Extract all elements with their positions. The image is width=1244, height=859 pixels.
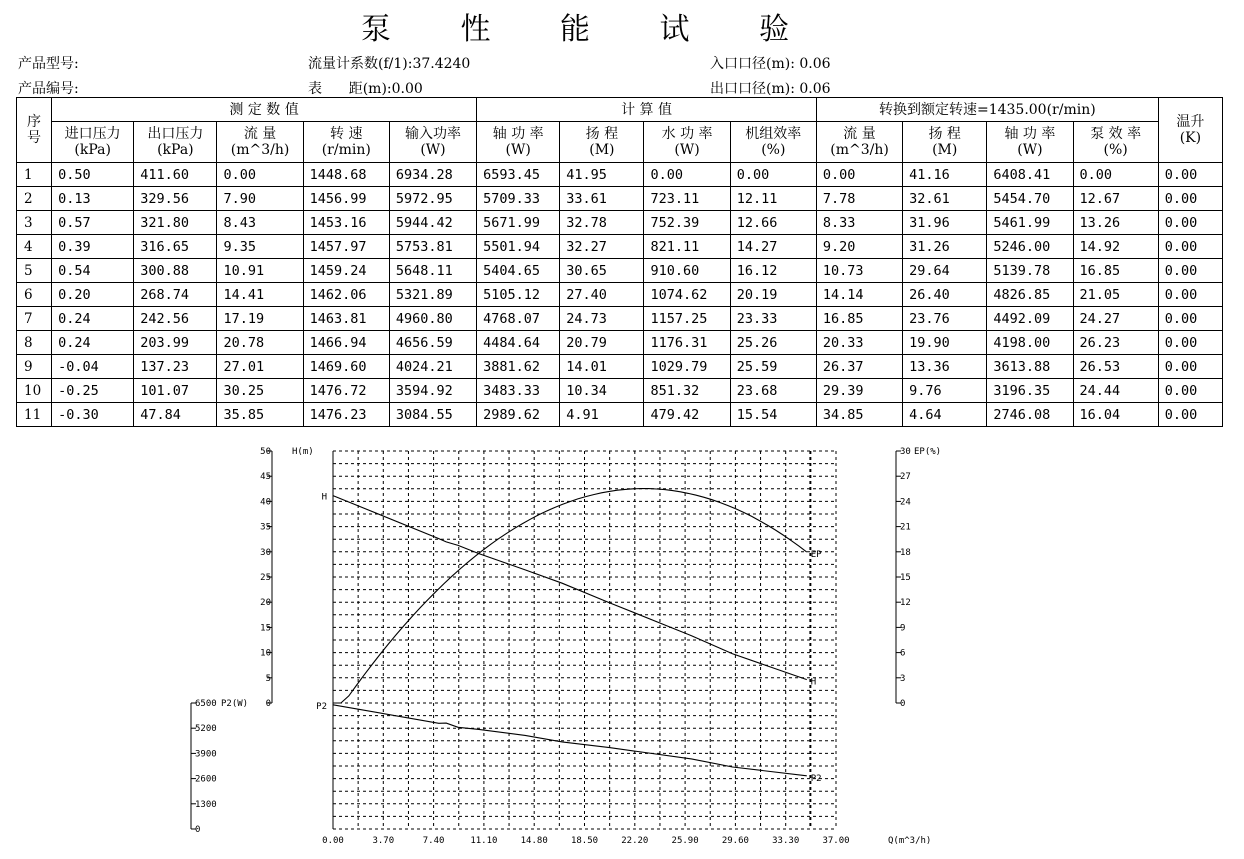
ep-axis-tick-label: 30	[900, 447, 911, 457]
h-axis-tick-label: 45	[260, 472, 271, 483]
table-cell: 23.68	[730, 379, 816, 403]
table-row	[17, 403, 1223, 427]
series-label-ep-end: EP	[810, 550, 822, 561]
series-label-h-start: H	[321, 492, 327, 503]
table-cell: 29.64	[903, 259, 987, 283]
table-cell: 17.19	[217, 307, 303, 331]
table-cell: 3613.88	[987, 355, 1073, 379]
table-cell: 0.00	[1158, 211, 1222, 235]
table-cell: 10	[17, 379, 52, 403]
table-cell: 16.04	[1073, 403, 1158, 427]
table-cell: 0.00	[1158, 355, 1222, 379]
table-cell: 1453.16	[303, 211, 389, 235]
x-axis-tick-label: 25.90	[671, 836, 699, 846]
column-header: 扬 程 (M)	[560, 122, 644, 163]
table-cell: 13.36	[903, 355, 987, 379]
table-cell: 9.35	[217, 235, 303, 259]
table-cell: 27.01	[217, 355, 303, 379]
x-axis-tick-label: 7.40	[422, 836, 445, 846]
ep-axis-tick-label: 3	[900, 673, 906, 684]
table-cell: 26.37	[816, 355, 902, 379]
column-header: 流 量 (m^3/h)	[217, 122, 303, 163]
table-cell: 19.90	[903, 331, 987, 355]
table-cell: 3483.33	[477, 379, 560, 403]
table-cell: 20.79	[560, 331, 644, 355]
table-row	[17, 331, 1223, 355]
temp-rise-header: 温升 (K)	[1158, 98, 1222, 163]
table-cell: 411.60	[134, 163, 217, 187]
x-axis-tick-label: 33.30	[772, 836, 800, 846]
p2-axis-tick-label: 0	[195, 825, 201, 835]
table-cell: 20.78	[217, 331, 303, 355]
table-cell: 2	[17, 187, 52, 211]
h-axis-tick-label: 30	[260, 547, 271, 558]
table-cell: 14.01	[560, 355, 644, 379]
table-cell: 5709.33	[477, 187, 560, 211]
column-header: 水 功 率 (W)	[644, 122, 730, 163]
table-cell: 6	[17, 283, 52, 307]
table-cell: 5648.11	[389, 259, 476, 283]
table-cell: 1469.60	[303, 355, 389, 379]
table-cell: 7.78	[816, 187, 902, 211]
table-cell: 10.91	[217, 259, 303, 283]
table-cell: 4768.07	[477, 307, 560, 331]
table-cell: 4.91	[560, 403, 644, 427]
p2-axis-tick-label: 1300	[195, 799, 217, 810]
table-cell: 821.11	[644, 235, 730, 259]
table-cell: 30.65	[560, 259, 644, 283]
table-cell: 1448.68	[303, 163, 389, 187]
table-cell: 26.23	[1073, 331, 1158, 355]
table-cell: 9.76	[903, 379, 987, 403]
table-cell: 0.39	[52, 235, 134, 259]
x-axis-tick-label: 14.80	[520, 836, 548, 846]
table-cell: 0.00	[1158, 379, 1222, 403]
table-cell: 26.53	[1073, 355, 1158, 379]
table-cell: 2746.08	[987, 403, 1073, 427]
table-cell: 2989.62	[477, 403, 560, 427]
measured-group-header: 测 定 数 值	[52, 98, 477, 122]
table-cell: 1476.72	[303, 379, 389, 403]
table-cell: 723.11	[644, 187, 730, 211]
table-row	[17, 307, 1223, 331]
table-cell: 14.92	[1073, 235, 1158, 259]
product-serial-label: 产品编号:	[18, 81, 79, 97]
calculated-group-header: 计 算 值	[477, 98, 817, 122]
page-title: 泵 性 能 试 验	[360, 12, 820, 47]
table-cell: 137.23	[134, 355, 217, 379]
table-cell: 316.65	[134, 235, 217, 259]
table-cell: 1029.79	[644, 355, 730, 379]
table-cell: -0.04	[52, 355, 134, 379]
table-cell: 24.44	[1073, 379, 1158, 403]
x-axis-tick-label: 3.70	[372, 836, 395, 846]
table-cell: 16.12	[730, 259, 816, 283]
table-cell: 1459.24	[303, 259, 389, 283]
table-cell: 21.05	[1073, 283, 1158, 307]
h-axis-tick-label: 20	[260, 598, 271, 609]
table-cell: 33.61	[560, 187, 644, 211]
table-cell: 31.96	[903, 211, 987, 235]
table-cell: 32.78	[560, 211, 644, 235]
table-cell: 20.33	[816, 331, 902, 355]
table-cell: 1176.31	[644, 331, 730, 355]
table-cell: 4492.09	[987, 307, 1073, 331]
table-cell: 0.57	[52, 211, 134, 235]
table-cell: 30.25	[217, 379, 303, 403]
table-cell: 0.20	[52, 283, 134, 307]
table-cell: -0.25	[52, 379, 134, 403]
table-cell: 0.00	[1158, 331, 1222, 355]
table-row	[17, 259, 1223, 283]
table-cell: 5321.89	[389, 283, 476, 307]
table-cell: 752.39	[644, 211, 730, 235]
column-header: 轴 功 率 (W)	[987, 122, 1073, 163]
table-cell: 910.60	[644, 259, 730, 283]
table-cell: 0.00	[730, 163, 816, 187]
p2-axis-tick-label: 5200	[195, 724, 217, 735]
table-cell: 0.54	[52, 259, 134, 283]
table-cell: 5461.99	[987, 211, 1073, 235]
meter-distance: 表 距(m):0.00	[308, 81, 423, 97]
table-cell: 242.56	[134, 307, 217, 331]
table-cell: 41.16	[903, 163, 987, 187]
p2-axis-label: P2(W)	[221, 699, 249, 709]
table-cell: 5246.00	[987, 235, 1073, 259]
table-cell: 5944.42	[389, 211, 476, 235]
table-cell: 1456.99	[303, 187, 389, 211]
table-cell: 34.85	[816, 403, 902, 427]
column-header: 泵 效 率 (%)	[1073, 122, 1158, 163]
column-header: 扬 程 (M)	[903, 122, 987, 163]
table-cell: 12.11	[730, 187, 816, 211]
table-cell: 0.00	[1158, 187, 1222, 211]
table-cell: 4.64	[903, 403, 987, 427]
h-axis-tick-label: 35	[260, 522, 271, 533]
table-cell: 1466.94	[303, 331, 389, 355]
table-cell: 12.66	[730, 211, 816, 235]
x-axis-tick-label: 0.00	[322, 836, 344, 846]
table-cell: 1157.25	[644, 307, 730, 331]
x-axis-tick-label: 11.10	[470, 836, 498, 846]
table-row	[17, 211, 1223, 235]
ep-axis-tick-label: 15	[900, 573, 911, 583]
ep-axis-tick-label: 21	[900, 522, 911, 533]
table-cell: 0.24	[52, 331, 134, 355]
table-cell: 4	[17, 235, 52, 259]
table-row	[17, 235, 1223, 259]
table-cell: 3881.62	[477, 355, 560, 379]
table-cell: 32.27	[560, 235, 644, 259]
p2-axis-tick-label: 2600	[195, 774, 217, 785]
table-cell: 14.14	[816, 283, 902, 307]
table-cell: 16.85	[1073, 259, 1158, 283]
table-cell: 1457.97	[303, 235, 389, 259]
table-cell: 4024.21	[389, 355, 476, 379]
table-cell: 13.26	[1073, 211, 1158, 235]
column-header: 输入功率 (W)	[389, 122, 476, 163]
ep-axis-tick-label: 12	[900, 598, 911, 609]
table-cell: 29.39	[816, 379, 902, 403]
ep-axis-tick-label: 6	[900, 648, 906, 659]
table-cell: 12.67	[1073, 187, 1158, 211]
x-axis-label: Q(m^3/h)	[888, 836, 932, 846]
h-axis-tick-label: 0	[265, 699, 271, 709]
table-cell: 3196.35	[987, 379, 1073, 403]
table-cell: 23.76	[903, 307, 987, 331]
table-cell: 23.33	[730, 307, 816, 331]
inlet-diameter: 入口口径(m): 0.06	[710, 56, 831, 72]
column-header: 出口压力 (kPa)	[134, 122, 217, 163]
table-cell: 11	[17, 403, 52, 427]
table-cell: 0.00	[1158, 235, 1222, 259]
table-cell: 0.00	[644, 163, 730, 187]
table-cell: 5671.99	[477, 211, 560, 235]
h-axis-tick-label: 50	[260, 447, 271, 457]
table-cell: 6408.41	[987, 163, 1073, 187]
x-axis-tick-label: 37.00	[822, 836, 850, 846]
table-cell: 24.73	[560, 307, 644, 331]
table-cell: 15.54	[730, 403, 816, 427]
table-cell: 32.61	[903, 187, 987, 211]
column-header: 进口压力 (kPa)	[52, 122, 134, 163]
table-cell: 3	[17, 211, 52, 235]
table-cell: 1074.62	[644, 283, 730, 307]
table-cell: 0.00	[217, 163, 303, 187]
converted-group-header: 转换到额定转速=1435.00(r/min)	[816, 98, 1158, 122]
table-cell: 0.00	[816, 163, 902, 187]
series-label-h-end: H	[810, 677, 817, 688]
table-cell: 5753.81	[389, 235, 476, 259]
table-cell: 4198.00	[987, 331, 1073, 355]
table-row	[17, 379, 1223, 403]
table-cell: 24.27	[1073, 307, 1158, 331]
table-row	[17, 283, 1223, 307]
table-cell: 25.26	[730, 331, 816, 355]
table-cell: 0.00	[1158, 307, 1222, 331]
table-cell: 5972.95	[389, 187, 476, 211]
x-axis-tick-label: 18.50	[570, 836, 599, 846]
table-cell: 8	[17, 331, 52, 355]
outlet-diameter: 出口口径(m): 0.06	[710, 81, 831, 97]
ep-axis-tick-label: 0	[900, 699, 906, 709]
column-header: 机组效率 (%)	[730, 122, 816, 163]
table-cell: 7	[17, 307, 52, 331]
table-cell: 3084.55	[389, 403, 476, 427]
table-cell: 9	[17, 355, 52, 379]
table-cell: 5105.12	[477, 283, 560, 307]
table-row	[17, 187, 1223, 211]
column-header: 转 速 (r/min)	[303, 122, 389, 163]
table-cell: 5404.65	[477, 259, 560, 283]
flow-coefficient: 流量计系数(f/1):37.4240	[308, 56, 471, 72]
table-cell: 4960.80	[389, 307, 476, 331]
col-index-header: 序 号	[17, 98, 52, 163]
table-cell: 14.41	[217, 283, 303, 307]
table-cell: 5139.78	[987, 259, 1073, 283]
table-cell: 47.84	[134, 403, 217, 427]
table-cell: 203.99	[134, 331, 217, 355]
results-table	[16, 97, 1223, 427]
table-cell: 8.43	[217, 211, 303, 235]
table-cell: 1463.81	[303, 307, 389, 331]
h-axis-tick-label: 40	[260, 497, 271, 508]
h-axis-tick-label: 5	[265, 673, 271, 684]
series-label-p2-start: P2	[316, 701, 327, 712]
table-cell: 0.00	[1158, 163, 1222, 187]
table-cell: 1	[17, 163, 52, 187]
table-row	[17, 355, 1223, 379]
table-cell: 321.80	[134, 211, 217, 235]
x-axis-tick-label: 22.20	[621, 836, 649, 846]
table-cell: 101.07	[134, 379, 217, 403]
table-cell: 4484.64	[477, 331, 560, 355]
column-header: 轴 功 率 (W)	[477, 122, 560, 163]
table-cell: 7.90	[217, 187, 303, 211]
table-cell: 0.00	[1158, 283, 1222, 307]
table-cell: 0.00	[1073, 163, 1158, 187]
table-cell: 851.32	[644, 379, 730, 403]
performance-chart	[0, 435, 1244, 859]
table-cell: 10.73	[816, 259, 902, 283]
table-cell: 0.00	[1158, 403, 1222, 427]
table-cell: 10.34	[560, 379, 644, 403]
table-cell: 0.13	[52, 187, 134, 211]
table-cell: 3594.92	[389, 379, 476, 403]
h-axis-label: H(m)	[292, 447, 314, 457]
table-cell: 1476.23	[303, 403, 389, 427]
table-cell: 35.85	[217, 403, 303, 427]
table-cell: 329.56	[134, 187, 217, 211]
table-cell: 0.00	[1158, 259, 1222, 283]
table-cell: 16.85	[816, 307, 902, 331]
ep-axis-tick-label: 18	[900, 547, 911, 558]
table-cell: 5	[17, 259, 52, 283]
p2-axis-tick-label: 3900	[195, 749, 217, 760]
h-axis-tick-label: 10	[260, 648, 271, 659]
table-cell: 25.59	[730, 355, 816, 379]
ep-axis-tick-label: 27	[900, 472, 911, 483]
table-cell: 0.50	[52, 163, 134, 187]
table-cell: 5454.70	[987, 187, 1073, 211]
table-row	[17, 163, 1223, 187]
table-cell: 20.19	[730, 283, 816, 307]
table-cell: 4826.85	[987, 283, 1073, 307]
ep-axis-label: EP(%)	[914, 447, 942, 457]
table-cell: 31.26	[903, 235, 987, 259]
table-cell: 5501.94	[477, 235, 560, 259]
table-cell: 9.20	[816, 235, 902, 259]
product-model-label: 产品型号:	[18, 56, 79, 72]
table-cell: 6593.45	[477, 163, 560, 187]
table-cell: 41.95	[560, 163, 644, 187]
h-axis-tick-label: 25	[260, 573, 271, 583]
table-cell: 27.40	[560, 283, 644, 307]
table-cell: 6934.28	[389, 163, 476, 187]
table-cell: 0.24	[52, 307, 134, 331]
table-cell: 8.33	[816, 211, 902, 235]
table-cell: -0.30	[52, 403, 134, 427]
p2-axis-tick-label: 6500	[195, 699, 217, 709]
x-axis-tick-label: 29.60	[721, 836, 749, 846]
table-cell: 4656.59	[389, 331, 476, 355]
column-header: 流 量 (m^3/h)	[816, 122, 902, 163]
table-cell: 14.27	[730, 235, 816, 259]
series-label-p2-end: P2	[810, 773, 822, 784]
table-cell: 479.42	[644, 403, 730, 427]
table-cell: 300.88	[134, 259, 217, 283]
ep-axis-tick-label: 9	[900, 623, 906, 634]
table-cell: 26.40	[903, 283, 987, 307]
ep-axis-tick-label: 24	[900, 497, 911, 508]
table-cell: 1462.06	[303, 283, 389, 307]
table-cell: 268.74	[134, 283, 217, 307]
h-axis-tick-label: 15	[260, 623, 271, 634]
